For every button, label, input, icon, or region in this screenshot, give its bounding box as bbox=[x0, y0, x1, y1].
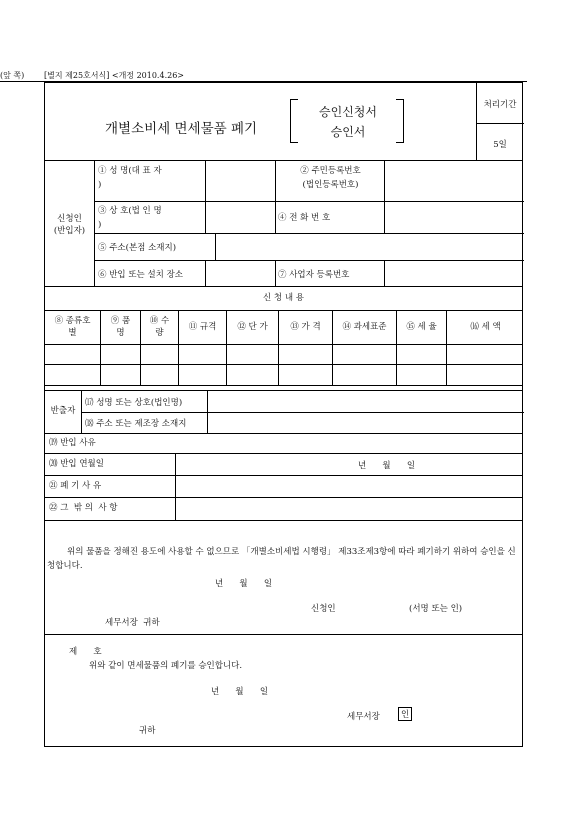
field-location-input[interactable] bbox=[209, 260, 275, 287]
approval-text: 위와 같이 면세물품의 폐기를 승인합니다. bbox=[89, 661, 243, 671]
bracket-left bbox=[290, 99, 298, 143]
field-address-label: ⑤ 주소(본점 소재지) bbox=[98, 243, 177, 253]
col-tax-amount: ⒃ 세 액 bbox=[470, 321, 501, 332]
approval-recipient: 귀하 bbox=[139, 726, 156, 736]
approval-number: 제 호 bbox=[69, 647, 102, 657]
col-tax-base: ⑭ 과세표준 bbox=[333, 311, 397, 344]
field-shipper-name-input[interactable] bbox=[209, 391, 521, 412]
row-date bbox=[45, 454, 522, 476]
field-reason-label: ⒆ 반입 사유 bbox=[49, 437, 96, 448]
content-heading-row bbox=[45, 287, 522, 311]
field-bizno-label: ⑦ 사업자 등록번호 bbox=[278, 270, 350, 280]
application-recipient: 세무서장 귀하 bbox=[105, 618, 160, 628]
application-date[interactable]: 년 월 일 bbox=[215, 579, 273, 589]
application-statement bbox=[45, 521, 522, 635]
form-number: [별지 제25호서식] <개정 2010.4.26> bbox=[44, 71, 184, 80]
field-disposal-reason-label: ㉑ 폐 기 사 유 bbox=[45, 476, 176, 497]
page-side: (앞 쪽) bbox=[0, 70, 527, 82]
col-type: ⑧ 종류호 별 bbox=[45, 311, 101, 344]
field-company-label: ③ 상 호(법 인 명 ) bbox=[98, 206, 162, 230]
field-phone-label: ④ 전 화 번 호 bbox=[278, 213, 331, 223]
field-disposal-reason-input[interactable] bbox=[179, 476, 519, 498]
row-reason bbox=[45, 434, 522, 454]
field-shipper-address-input[interactable] bbox=[209, 413, 521, 434]
applicant-sign-label: 신청인 bbox=[311, 604, 336, 614]
col-item: ⑨ 품 명 bbox=[101, 311, 141, 344]
field-name-input[interactable] bbox=[209, 161, 275, 201]
application-text: 위의 물품을 정해진 용도에 사용할 수 없으므로 「개별소비세법 시행령」 제33조제3항에 따라 폐기하기 위하여 승인을 신청합니다. bbox=[47, 547, 516, 572]
sign-note: (서명 또는 인) bbox=[409, 604, 463, 614]
field-shipper-address-label: ⒅ 주소 또는 제조장 소재지 bbox=[85, 419, 187, 429]
field-phone-input[interactable] bbox=[387, 201, 522, 233]
field-date-label: ⒇ 반입 연월일 bbox=[45, 454, 176, 475]
content-row[interactable] bbox=[45, 365, 522, 386]
form-title: 개별소비세 면세물품 폐기 bbox=[105, 121, 258, 137]
form-sheet bbox=[44, 82, 523, 747]
col-qty: ⑩ 수 량 bbox=[141, 311, 179, 344]
processing-period-value: 5일 bbox=[493, 140, 507, 150]
content-column-header bbox=[45, 311, 522, 345]
approval-date[interactable]: 년 월 일 bbox=[211, 687, 269, 697]
seal-mark: 인 bbox=[398, 707, 412, 721]
shipper-label: 반출자 bbox=[45, 391, 82, 433]
title-sub-approval: 승인서 bbox=[330, 125, 366, 139]
field-other-input[interactable] bbox=[179, 498, 519, 521]
approval-authority: 세무서장 bbox=[347, 712, 380, 722]
field-date-value[interactable]: 년 월 일 bbox=[358, 461, 416, 471]
field-bizno-input[interactable] bbox=[387, 260, 522, 287]
field-regno-input[interactable] bbox=[387, 161, 522, 201]
field-regno-label: ② 주민등록번호 (법인등록번호) bbox=[300, 166, 361, 190]
bracket-right bbox=[396, 99, 404, 143]
field-shipper-name-label: ⒄ 성명 또는 상호(법인명) bbox=[85, 398, 183, 408]
content-row[interactable] bbox=[45, 345, 522, 365]
col-unit-price: ⑫ 단 가 bbox=[227, 311, 279, 344]
field-company-input[interactable] bbox=[209, 201, 275, 233]
col-tax-rate: ⑮ 세 율 bbox=[397, 311, 447, 344]
seal-box bbox=[398, 707, 412, 721]
applicant-label: 신청인 (반입자) bbox=[45, 161, 95, 287]
applicant-block bbox=[45, 161, 522, 287]
content-heading: 신 청 내 용 bbox=[263, 292, 304, 303]
field-other-label: ㉒ 그 밖 의 사 항 bbox=[45, 498, 176, 520]
title-block bbox=[45, 83, 522, 161]
field-address-input[interactable] bbox=[219, 233, 519, 260]
col-spec: ⑪ 규격 bbox=[179, 311, 227, 344]
shipper-block bbox=[45, 391, 522, 434]
field-name-label: ① 성 명(대 표 자 ) bbox=[98, 166, 162, 190]
row-other bbox=[45, 498, 522, 521]
field-location-label: ⑥ 반입 또는 설치 장소 bbox=[98, 270, 183, 280]
row-disposal-reason bbox=[45, 476, 522, 498]
title-sub-application: 승인신청서 bbox=[319, 105, 377, 119]
processing-period-label: 처리기간 bbox=[483, 100, 517, 110]
col-price: ⑬ 가 격 bbox=[279, 311, 333, 344]
